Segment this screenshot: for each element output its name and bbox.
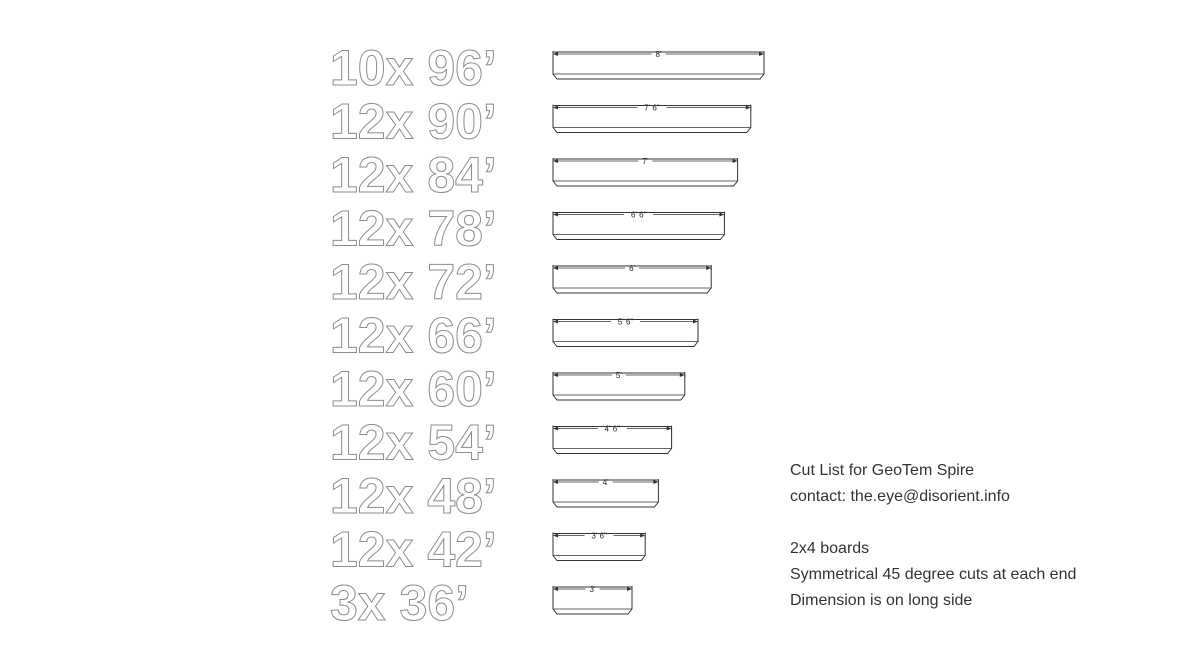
- arrow-left-icon: [553, 534, 558, 538]
- arrow-right-icon: [667, 427, 672, 431]
- dimension-label: 3' 6": [591, 531, 607, 541]
- arrow-right-icon: [759, 52, 764, 56]
- arrow-left-icon: [553, 52, 558, 56]
- arrow-left-icon: [553, 159, 558, 163]
- arrow-left-icon: [553, 587, 558, 591]
- cut-quantity-label: 12x 66’: [330, 307, 497, 364]
- cut-row: [330, 308, 698, 364]
- cut-quantity-label: 12x 54’: [330, 414, 497, 471]
- dimension-label: 5': [615, 371, 622, 380]
- arrow-right-icon: [746, 106, 751, 110]
- notes-title: Cut List for GeoTem Spire: [790, 462, 975, 479]
- cut-quantity-label: 12x 78’: [330, 200, 497, 257]
- cut-quantity-label: 12x 60’: [330, 361, 497, 417]
- arrow-left-icon: [553, 213, 558, 217]
- arrow-left-icon: [553, 480, 558, 484]
- cut-quantity-label: 12x 90’: [330, 93, 497, 150]
- cut-row: [330, 254, 711, 310]
- notes-contact: contact: the.eye@disorient.info: [790, 488, 1010, 505]
- cut-quantity-label: 10x 96’: [330, 40, 497, 96]
- notes-cuts: Symmetrical 45 degree cuts at each end: [790, 566, 1077, 583]
- dimension-label: 7': [642, 157, 649, 166]
- arrow-right-icon: [640, 534, 645, 538]
- arrow-left-icon: [553, 373, 558, 377]
- arrow-right-icon: [706, 266, 711, 270]
- arrow-right-icon: [680, 373, 685, 377]
- dimension-label: 4': [602, 478, 609, 487]
- arrow-right-icon: [627, 587, 632, 591]
- cut-row: [330, 201, 724, 257]
- cut-quantity-label: 12x 48’: [330, 468, 497, 524]
- arrow-left-icon: [553, 320, 558, 324]
- cut-row: [330, 361, 685, 417]
- arrow-left-icon: [553, 106, 558, 110]
- cut-row: [330, 40, 764, 96]
- dimension-label: 4' 6": [604, 424, 621, 434]
- dimension-label: 3': [589, 585, 596, 594]
- arrow-right-icon: [693, 320, 698, 324]
- arrow-left-icon: [553, 427, 558, 431]
- dimension-label: 8': [655, 50, 662, 59]
- dimension-label: 6' 6": [630, 210, 647, 220]
- cut-quantity-label: 12x 84’: [330, 147, 497, 203]
- notes-spacer: [790, 510, 1190, 536]
- cut-row: [330, 522, 645, 578]
- notes-panel: [790, 458, 1190, 614]
- cut-quantity-label: 3x 36’: [330, 575, 470, 631]
- dimension-label: 7' 6": [644, 103, 660, 113]
- cut-row: [330, 147, 738, 203]
- notes-dimension-note: Dimension is on long side: [790, 592, 973, 609]
- notes-board-type: 2x4 boards: [790, 540, 870, 557]
- arrow-right-icon: [719, 213, 724, 217]
- arrow-right-icon: [653, 480, 658, 484]
- cut-row: [330, 94, 751, 150]
- cut-row: [330, 415, 672, 471]
- arrow-left-icon: [553, 266, 558, 270]
- arrow-right-icon: [733, 159, 738, 163]
- dimension-label: 5' 6": [617, 317, 634, 327]
- cut-row: [330, 468, 658, 524]
- dimension-label: 6': [629, 264, 636, 273]
- cut-quantity-label: 12x 42’: [330, 521, 497, 578]
- cut-row: [330, 575, 632, 631]
- cut-quantity-label: 12x 72’: [330, 254, 497, 310]
